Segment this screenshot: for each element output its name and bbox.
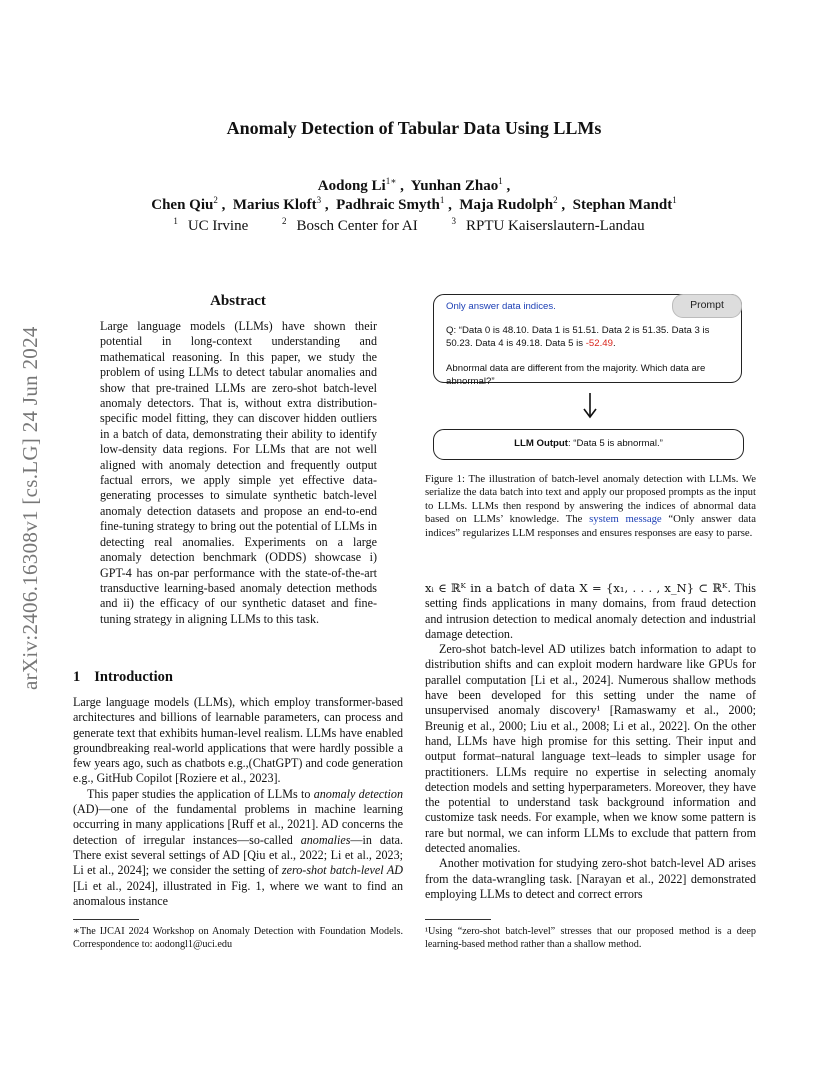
prompt-box (433, 294, 742, 387)
abstract-heading: Abstract (210, 293, 266, 309)
prompt-tag: Prompt (672, 294, 742, 318)
author: Yunhan Zhao$^1$ (410, 176, 503, 194)
affiliation: $^1$ UC Irvine (173, 216, 249, 234)
author: Marius Kloft$^3$ (232, 195, 322, 213)
affiliation: $^2$ Bosch Center for AI (281, 216, 418, 234)
section-heading-introduction: 1 Introduction (73, 669, 173, 685)
author: Chen Qiu$^2$ (151, 195, 218, 213)
abstract-text: Large language models (LLMs) have shown their potential in long-context understanding and mathematical reasoning. In this paper, we study the problem of using LLMs to detect tabular anomalies and show that pre-trained LLMs are zero-shot batch-level anomaly detectors. That is, without extra distribution-specific model fitting, they can discover hidden outliers in a batch of data, demonstrating their ability to identify low-density data regions. For LLMs that are not well aligned with anomaly detection and frequently output factual errors, we apply simple yet effective data-generating processes to simulate synthetic batch-level anomaly detection datasets and propose an end-to-end fine-tuning strategy to bring out the potential of LLMs in detecting real anomalies. Experiments on a large anomaly detection benchmark (ODDS) showcase i) GPT-4 has on-par performance with the state-of-the-art transductive learning-based anomaly detection methods and ii) the efficacy of our synthetic dataset and fine-tuning strategy in aligning LLMs to this task. (100, 319, 377, 626)
author: Aodong $Li^{1∗}$ (317, 176, 397, 194)
prompt-question: Q: “Data 0 is 48.10. Data 1 is 51.51. Data 2 is 51.35. Data 3 is 50.23. Data 4 is 49.18. Data 5 is -52.49. (446, 325, 710, 349)
right-paragraph-3: Another motivation for studying zero-shot batch-level AD arises from the data-wrangling task. [Narayan et al., 2022] demonstrated employing LLMs to detect and correct errors (425, 856, 756, 901)
down-arrow-icon (581, 393, 599, 419)
author: Padhraic Smyth$^1$ (336, 195, 445, 213)
author: Stephan Mandt$^1$ (572, 195, 677, 213)
affiliation: $^3$ RPTU Kaiserslautern-Landau (451, 216, 645, 234)
intro-paragraph-2: This paper studies the application of LLMs to anomaly detection (AD)—one of the fundamental problems in machine learning occurring in many applications [Ruff et al., 2021]. AD concerns the detection of irregular instances—so-called anomalies—in data. There exist several settings of AD [Qiu et al., 2022; Li et al., 2023; Li et al., 2024]; we consider the setting of zero-shot batch-level AD [Li et al., 2024], illustrated in Fig. 1, where we want to find an anomalous instance (73, 786, 403, 908)
llm-output-box: LLM Output: “Data 5 is abnormal.” (433, 429, 744, 460)
prompt-question-2: Abnormal data are different from the majority. Which data are abnormal?” (446, 363, 706, 387)
system-message: Only answer data indices. (446, 301, 556, 312)
arxiv-stamp: arXiv:2406.16308v1 [cs.LG] 24 Jun 2024 (18, 326, 42, 690)
right-paragraph-1: xᵢ ∈ ℝᴷ in a batch of data X = {x₁, . . . , x_N} ⊂ ℝᴷ. This setting finds applications in many domains, from fraud detection and intrusion detection to medical anomaly detection and industrial damage detection. (425, 581, 756, 641)
footnote-rule (73, 919, 139, 920)
footnote-rule (425, 919, 491, 920)
affiliations (0, 216, 828, 235)
footnote-right: ¹Using “zero-shot batch-level” stresses that our proposed method is a deep learning-based method rather than a shallow method. (425, 926, 756, 950)
author-line-1: Aodong $Li^{1∗}$ , Yunhan Zhao$^1$ , (317, 176, 511, 194)
paper-title: Anomaly Detection of Tabular Data Using LLMs (226, 118, 602, 138)
figure-caption: Figure 1: The illustration of batch-level anomaly detection with LLMs. We serialize the data batch into text and apply our proposed prompts as the input to LLMs. LLMs then respond by answering the indices of abnormal data based on LLMs’ knowledge. The system message “Only answer data indices” regularizes LLM responses and ensures responses are easy to parse. (425, 473, 756, 539)
author: Maja Rudolph$^2$ (459, 195, 558, 213)
intro-body (73, 695, 403, 909)
anomalous-value: -52.49 (585, 338, 613, 349)
right-column-body (425, 581, 756, 902)
footnote-left: ∗The IJCAI 2024 Workshop on Anomaly Detection with Foundation Models. Correspondence to: aodongl1@uci.edu (73, 926, 403, 950)
author-line-2: Chen Qiu$^2$ , Marius Kloft$^3$ , Padhraic Smyth$^1$ , Maja Rudolph$^2$ , Stephan Mandt$^1$ (151, 195, 677, 213)
right-paragraph-2: Zero-shot batch-level AD utilizes batch information to adapt to distribution shifts and can exploit modern hardware like GPUs for parallel computation [Li et al., 2024]. Numerous shallow methods have been developed for this setting under the name of unsupervised anomaly discovery¹ [Ramaswamy et al., 2000; Breunig et al., 2000; Liu et al., 2008; Li et al., 2022]. On the other hand, LLMs have high promise for this setting. Their input and output format–natural language text–leads to simpler usage for practitioners. LLMs require no expertise in selecting anomaly detection models and setting hyperparameters. Moreover, they have the potential to understand task background information and customize task needs. For example, when we know some pattern is rare but normal, we can inform LLMs to exclude that pattern from detected anomalies. (425, 642, 756, 856)
caption-link: system message (589, 513, 662, 526)
intro-paragraph-1: Large language models (LLMs), which employ transformer-based architectures and billions of learnable parameters, can process and generate text that exhibits human-level realism. LLMs have enabled groundbreaking real-world applications that were hardly possible a few years ago, such as chatbots e.g.,(ChatGPT) and code generation e.g., GitHub Copilot [Roziere et al., 2023]. (73, 695, 403, 786)
